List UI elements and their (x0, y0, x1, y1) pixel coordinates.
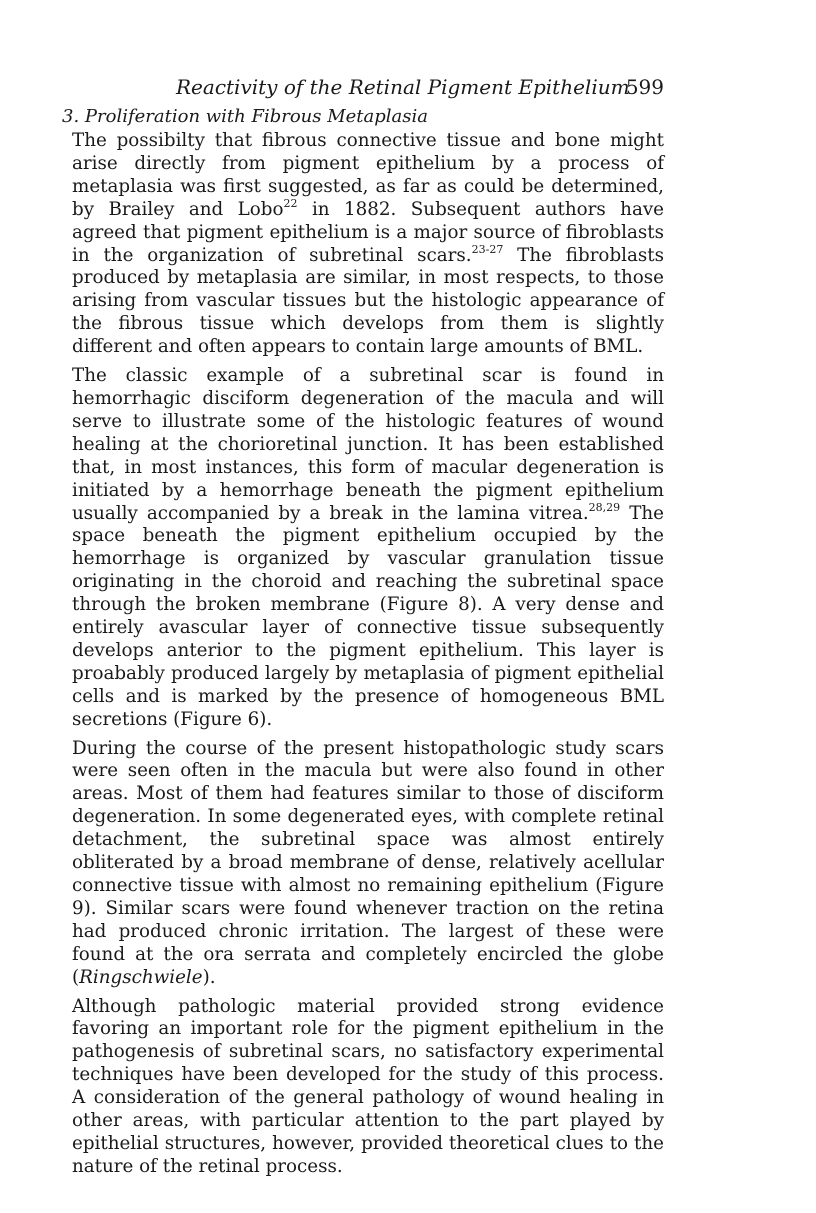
running-title: Reactivity of the Retinal Pigment Epithelium (176, 75, 630, 99)
paragraph-text: ). (202, 966, 216, 988)
paragraph-1 (72, 130, 664, 359)
document-page (62, 70, 665, 1185)
paragraph-2 (72, 365, 664, 732)
italic-term: Ringschwiele (79, 966, 203, 988)
paragraph-text: The space beneath the pigment epithelium occupied by the hemorrhage is organized by vascular granulation tissue originating in the choroid and reaching the subretinal space through the broken membrane (Figure 8). A very dense and entirely avascular layer of connective tissue subsequently develops anterior to the pigment epithelium. This layer is proabably produced largely by metaplasia of pigment epithelial cells and is marked by the presence of homogeneous BML secretions (Figure 6). (72, 502, 664, 730)
paragraph-4 (72, 996, 664, 1179)
citation-ref: 28,29 (588, 500, 621, 514)
citation-ref: 22 (283, 196, 298, 210)
section-heading: 3. Proliferation with Fibrous Metaplasia (62, 106, 429, 127)
page-number: 599 (625, 75, 664, 99)
paragraph-text: in 1882. Subsequent authors have agreed that pigment epithelium is a major source of fibroblasts in the organization of subretinal scars. (72, 198, 665, 266)
paragraph-text: The fibroblasts produced by metaplasia are similar, in most respects, to those arising from vascular tissues but the histologic appearance of the fibrous tissue which develops from them is slightly different and often appears to contain large amounts of BML. (72, 244, 664, 358)
paragraph-text: The classic example of a subretinal scar is found in hemorrhagic disciform degeneration of the macula and will serve to illustrate some of the histologic features of wound healing at the chorioretinal junction. It has been established that, in most instances, this form of macular degeneration is initiated by a hemorrhage beneath the pigment epithelium usually accompanied by a break in the lamina vitrea. (72, 365, 664, 524)
citation-ref: 23-27 (471, 242, 504, 256)
paragraph-text: Although pathologic material provided strong evidence favoring an important role for the pigment epithelium in the pathogenesis of subretinal scars, no satisfactory experimental techniques have been developed for the study of this process. A consideration of the general pathology of wound healing in other areas, with particular attention to the part played by epithelial structures, however, provided theoretical clues to the nature of the retinal process. (72, 995, 664, 1177)
paragraph-3 (72, 738, 664, 990)
paragraph-text: The possibilty that fibrous connective tissue and bone might arise directly from pigment epithelium by a process of metaplasia was first suggested, as far as could be determined, by Brailey and Lobo (72, 130, 664, 220)
paragraph-text: During the course of the present histopathologic study scars were seen often in the macula but were also found in other areas. Most of them had features similar to those of disciform degeneration. In some degenerated eyes, with complete retinal detachment, the subretinal space was almost entirely obliterated by a broad membrane of dense, relatively acellular connective tissue with almost no remaining epithelium (Figure 9). Similar scars were found whenever traction on the retina had produced chronic irritation. The largest of these were found at the ora serrata and completely encircled the globe ( (72, 737, 664, 988)
running-header (72, 70, 664, 104)
